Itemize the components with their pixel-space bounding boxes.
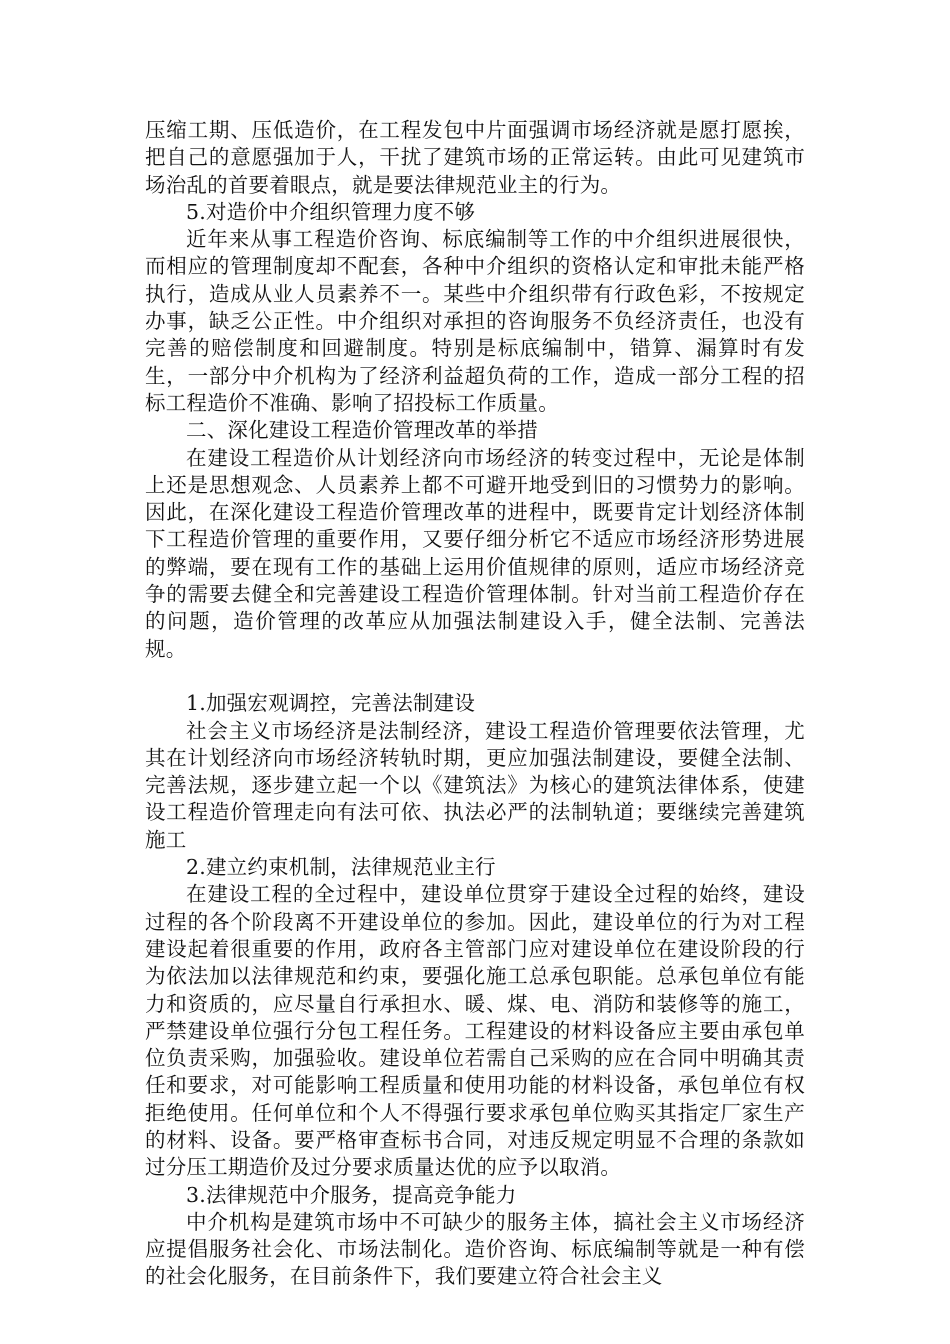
section-heading-1: 1.加强宏观调控，完善法制建设 (186, 691, 476, 716)
section-heading-3: 3.法律规范中介服务，提高竞争能力 (186, 1182, 517, 1207)
chapter-heading-2: 二、深化建设工程造价管理改革的举措 (186, 418, 538, 443)
blank-line (145, 663, 805, 690)
paragraph-reform-intro: 在建设工程造价从计划经济向市场经济的转变过程中，无论是体制上还是思想观念、人员素养上都不可避开地受到旧的习惯势力的影响。因此，在深化建设工程造价管理改革的进程中，既要肯定计划经济体制下工程造价管理的重要作用，又要仔细分析它不适应市场经济形势进展的弊端，要在现有工作的基础上运用价值规律的原则，适应市场经济竞争的需要去健全和完善建设工程造价管理体制。针对当前工程造价存在的问题，造价管理的改革应从加强法制建设入手，健全法制、完善法规。 (145, 445, 805, 661)
paragraph-intermediary-management: 近年来从事工程造价咨询、标底编制等工作的中介组织进展很快，而相应的管理制度却不配套，各种中介组织的资格认定和审批未能严格执行，造成从业人员素养不一。某些中介组织带有行政色彩，不按规定办事，缺乏公正性。中介组织对承担的咨询服务不负经济责任，也没有完善的赔偿制度和回避制度。特别是标底编制中，错算、漏算时有发生，一部分中介机构为了经济利益超负荷的工作，造成一部分工程的招标工程造价不准确、影响了招投标工作质量。 (145, 227, 805, 415)
paragraph-legal-system: 社会主义市场经济是法制经济，建设工程造价管理要依法管理，尤其在计划经济向市场经济转轨时期，更应加强法制建设，要健全法制、完善法规，逐步建立起一个以《建筑法》为核心的建筑法律体系，使建设工程造价管理走向有法可依、执法必严的法制轨道；要继续完善建筑施工 (145, 718, 805, 852)
paragraph-constraint-mechanism: 在建设工程的全过程中，建设单位贯穿于建设全过程的始终，建设过程的各个阶段离不开建设单位的参加。因此，建设单位的行为对工程建设起着很重要的作用，政府各主管部门应对建设单位在建设阶段的行为依法加以法律规范和约束，要强化施工总承包职能。总承包单位有能力和资质的，应尽量自行承担水、暖、煤、电、消防和装修等的施工，严禁建设单位强行分包工程任务。工程建设的材料设备应主要由承包单位负责采购，加强验收。建设单位若需自己采购的应在合同中明确其责任和要求，对可能影响工程质量和使用功能的材料设备，承包单位有权拒绝使用。任何单位和个人不得强行要求承包单位购买其指定厂家生产的材料、设备。要严格审查标书合同，对违反规定明显不合理的条款如过分压工期造价及过分要求质量达优的应予以取消。 (145, 882, 805, 1180)
section-heading-5: 5.对造价中介组织管理力度不够 (186, 199, 476, 224)
paragraph-intermediary-services: 中介机构是建筑市场中不可缺少的服务主体，搞社会主义市场经济应提倡服务社会化、市场法制化。造价咨询、标底编制等就是一种有偿的社会化服务，在目前条件下，我们要建立符合社会主义 (145, 1209, 805, 1289)
paragraph-continuation: 压缩工期、压低造价，在工程发包中片面强调市场经济就是愿打愿挨，把自己的意愿强加于人，干扰了建筑市场的正常运转。由此可见建筑市场治乱的首要着眼点，就是要法律规范业主的行为。 (145, 118, 805, 197)
document-body (145, 117, 805, 1291)
section-heading-2: 2.建立约束机制，法律规范业主行 (186, 855, 496, 880)
